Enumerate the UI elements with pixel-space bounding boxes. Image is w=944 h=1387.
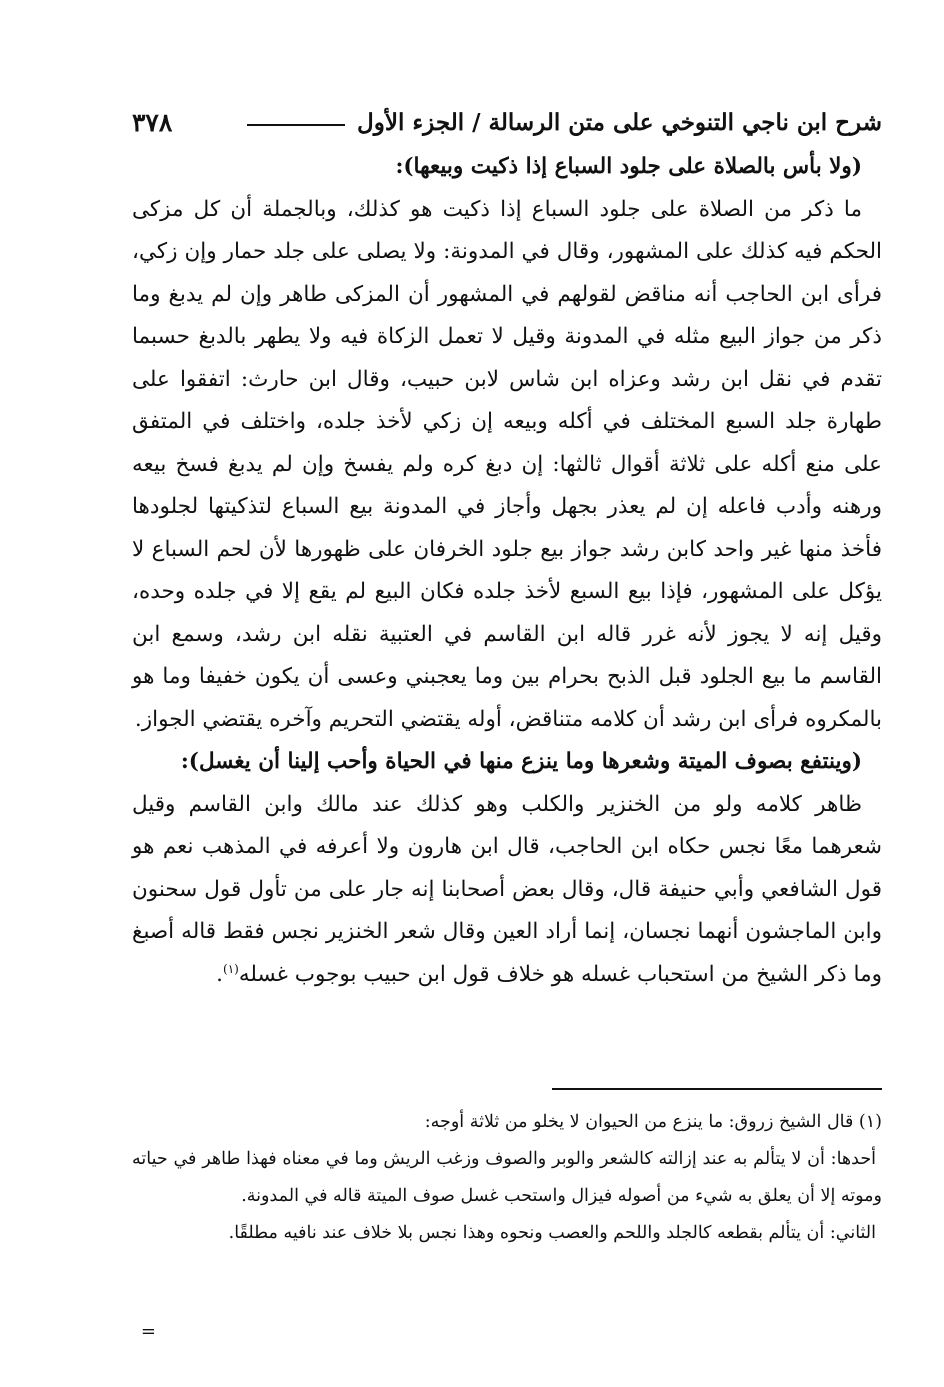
- paragraph-1: ما ذكر من الصلاة على جلود السباع إذا ذكيت هو كذلك، وبالجملة أن كل مزكى الحكم فيه كذلك على المشهور، وقال في المدونة: ولا يصلى على جلد حمار وإن زكي، فرأى ابن الحاجب أنه مناقض لقولهم في المشهور أن المزكى طاهر وإن لم يدبغ وما ذكر من جواز البيع مثله في المدونة وقيل لا تعمل الزكاة فيه ولا يطهر بالدبغ حسبما تقدم في نقل ابن رشد وعزاه ابن شاس لابن حبيب، وقال ابن حارث: اتفقوا على طهارة جلد السبع المختلف في أكله وبيعه إن زكي لأخذ جلده، واختلف في المتفق على منع أكله على ثلاثة أقوال ثالثها: إن دبغ كره ولم يفسخ وإن لم يدبغ فسخ بيعه ورهنه وأدب فاعله إن لم يعذر بجهل وأجاز في المدونة بيع السباع لتذكيتها لجلودها فأخذ منها غير واحد كابن رشد جواز بيع جلود الخرفان على ظهورها لأن لحم السباع لا يؤكل على المشهور، فإذا بيع السبع لأخذ جلده فكان البيع لم يقع إلا في جلده وحده، وقيل إنه لا يجوز لأنه غرر قاله ابن القاسم في العتبية نقله ابن رشد، وسمع ابن القاسم ما بيع الجلود قبل الذبح بحرام بين وما يعجبني وعسى أن يكون خفيفا وما هو بالمكروه فرأى ابن رشد أن كلامه متناقض، أوله يقتضي التحريم وآخره يقتضي الجواز.: [132, 196, 882, 732]
- header-rule: [247, 124, 345, 126]
- footnote-separator: [552, 1088, 882, 1090]
- page-number: ٣٧٨: [132, 107, 173, 137]
- main-text: [132, 146, 882, 996]
- footnotes: [132, 1104, 882, 1252]
- footnote-1-item-2: الثاني: أن يتألم بقطعه كالجلد واللحم والعصب ونحوه وهذا نجس بلا خلاف عند نافيه مطلقًا.: [228, 1223, 876, 1243]
- running-header: [132, 100, 882, 144]
- paragraph-2: [132, 784, 882, 997]
- section-heading-2: (وينتفع بصوف الميتة وشعرها وما ينزع منها في الحياة وأحب إلينا أن يغسل):: [180, 749, 862, 774]
- paragraph-2-text: ظاهر كلامه ولو من الخنزير والكلب وهو كذلك عند مالك وابن القاسم وقيل شعرهما معًا نجس حكاه ابن الحاجب، قال ابن هارون ولا أعرفه في المذهب نعم هو قول الشافعي وأبي حنيفة قال، وقال بعض أصحابنا إنه جار على من تأول قول سحنون وابن الماجشون أنهما نجسان، إنما أراد العين وقال شعر الخنزير نجس فقط قاله أصبغ وما ذكر الشيخ من استحباب غسله هو خلاف قول ابن حبيب بوجوب غسله: [132, 791, 882, 987]
- section-heading-1: (ولا بأس بالصلاة على جلود السباع إذا ذكيت وبيعها):: [395, 154, 862, 179]
- running-title: شرح ابن ناجي التنوخي على متن الرسالة / الجزء الأول: [357, 108, 882, 136]
- header-title-group: [247, 109, 882, 136]
- footnote-marker[interactable]: (١): [223, 961, 239, 976]
- footnote-1: (١) قال الشيخ زروق: ما ينزع من الحيوان لا يخلو من ثلاثة أوجه:: [424, 1112, 882, 1132]
- continuation-mark: =: [140, 1321, 156, 1342]
- footnote-1-item-1: أحدها: أن لا يتألم به عند إزالته كالشعر والوبر والصوف وزغب الريش وما في معناه فهذا طاهر في حياته وموته إلا أن يعلق به شيء من أصوله فيزال واستحب غسل صوف الميتة قاله في المدونة.: [132, 1149, 882, 1206]
- paragraph-2-end: .: [216, 961, 224, 987]
